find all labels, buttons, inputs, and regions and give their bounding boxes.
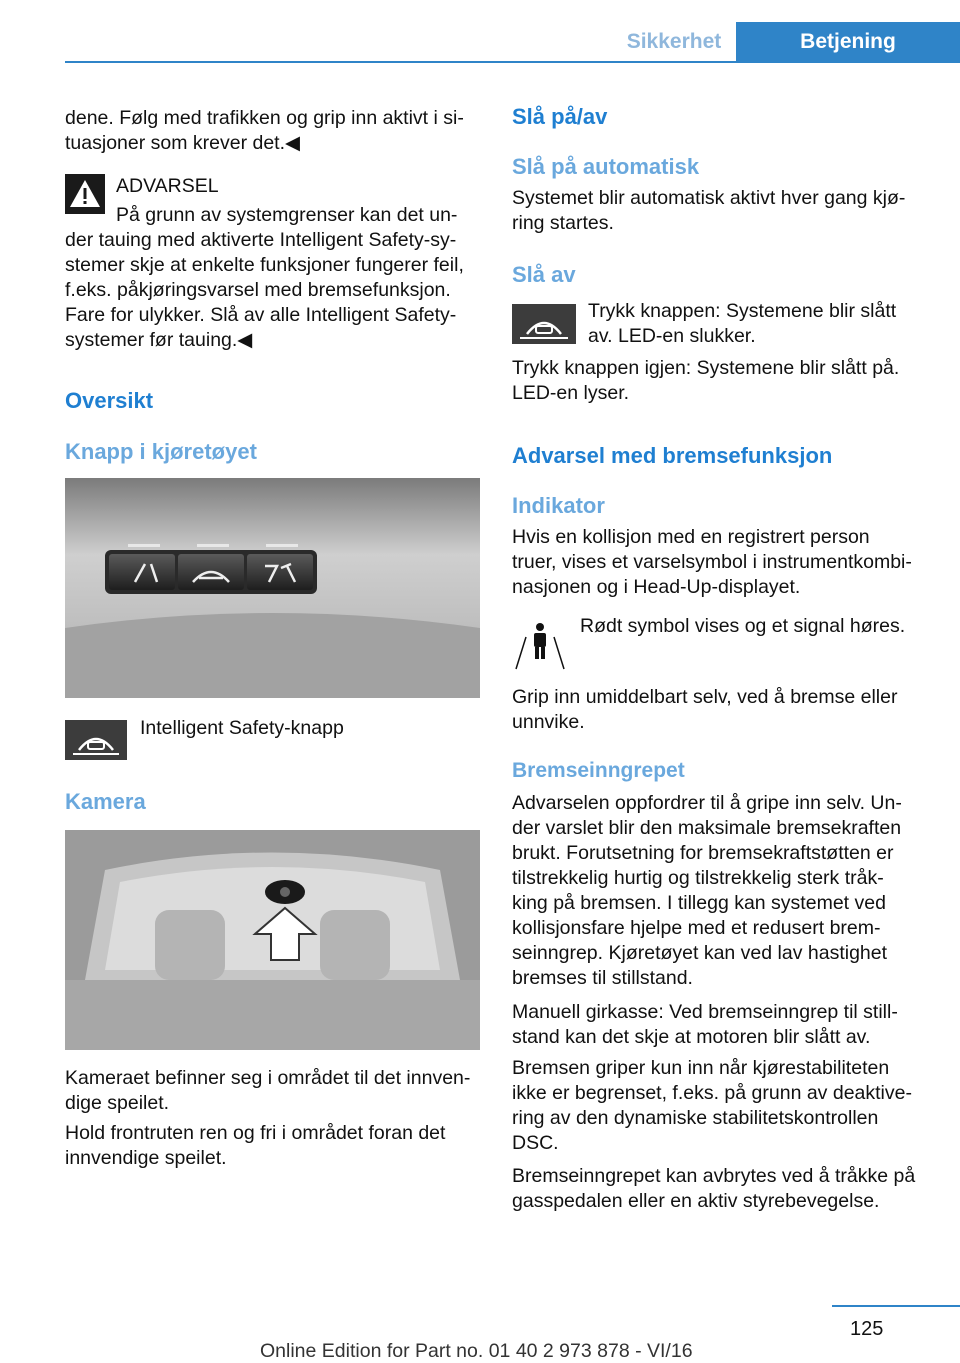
heading-sla-av: Slå av: [512, 262, 576, 287]
footer-rule: [832, 1305, 960, 1307]
warning-body-first: På grunn av systemgrenser kan det un‐: [116, 204, 458, 226]
intelligent-safety-caption: Intelligent Safety-knapp: [140, 717, 344, 739]
kamera-text-2: Hold frontruten ren og fri i området foran det innvendige speilet.: [65, 1122, 446, 1169]
heading-bremseinngrepet: Bremseinngrepet: [512, 759, 685, 782]
sla-av-icon-text: Trykk knappen: Systemene blir slått av. LED-en slukker.: [588, 300, 897, 347]
edition-text: Online Edition for Part no. 01 40 2 973 878 - VI/16: [260, 1340, 693, 1362]
heading-sla-pa-automatisk: Slå på automatisk: [512, 154, 700, 179]
intelligent-safety-icon: [65, 720, 127, 760]
bremse-text-1: Advarselen oppfordrer til å gripe inn selv. Un‐ der varslet blir den maksimale bremsekraften brukt. Forutsetning for bremsekraftstøtten er tilstrekkelig hurtig og tilstrekkelig sterk tråk‐ king på bremsen. I tillegg kan systemet ved kollisjonsfare hjelpe med et redusert brem‐ seinngrep. Kjøretøyet kan ved lav hastighet bremses til stillstand.: [512, 792, 902, 989]
tab-sikkerhet[interactable]: Sikkerhet: [626, 30, 722, 53]
heading-oversikt: Oversikt: [65, 388, 154, 413]
grip-text: Grip inn umiddelbart selv, ved å bremse eller unnvike.: [512, 686, 898, 733]
heading-advarsel: Advarsel med bremsefunksjon: [512, 443, 833, 468]
bremse-text-2: Manuell girkasse: Ved bremseinngrep til still‐ stand kan det skje at motoren blir slått av.: [512, 1001, 898, 1048]
warning-icon: [65, 174, 105, 214]
vehicle-button-photo: [65, 478, 480, 698]
camera-photo: [65, 830, 480, 1050]
indikator-text: Hvis en kollisjon med en registrert person truer, vises et varselsymbol i instrumentkombi‐ nasjonen og i Head-Up-displayet.: [512, 526, 912, 598]
page-number: 125: [850, 1318, 884, 1340]
warning-title: ADVARSEL: [116, 175, 219, 197]
tab-betjening[interactable]: Betjening: [736, 22, 960, 62]
heading-kamera: Kamera: [65, 789, 146, 814]
pedestrian-warning-icon: [512, 615, 568, 671]
warning-body: der tauing med aktiverte Intelligent Safety-sy‐ stemer skje at enkelte funksjoner fungerer feil, f.eks. påkjøringsvarsel med bremsefunksjon. Fare for ulykker. Slå av alle Intelligent Safety- systemer før tauing.◀: [65, 229, 464, 351]
safety-button-icon: [512, 304, 576, 344]
automatisk-text: Systemet blir automatisk aktivt hver gang kjø‐ ring startes.: [512, 187, 906, 234]
kamera-text-1: Kameraet befinner seg i området til det innven‐ dige speilet.: [65, 1067, 471, 1114]
sla-av-text: Trykk knappen igjen: Systemene blir slått på. LED-en lyser.: [512, 357, 900, 404]
heading-knapp: Knapp i kjøretøyet: [65, 439, 257, 464]
header-rule: [65, 61, 960, 63]
heading-sla-pa-av: Slå på/av: [512, 104, 608, 129]
intro-text: dene. Følg med trafikken og grip inn aktivt i si‐ tuasjoner som krever det.◀: [65, 107, 464, 154]
heading-indikator: Indikator: [512, 493, 605, 518]
bremse-text-3: Bremsen griper kun inn når kjørestabiliteten ikke er begrenset, f.eks. på grunn av deaktive‐ ring av den dynamiske stabilitetskontrollen DSC.: [512, 1057, 912, 1154]
bremse-text-4: Bremseinngrepet kan avbrytes ved å tråkke på gasspedalen eller en aktiv styrebevegelse.: [512, 1165, 916, 1212]
symbol-text: Rødt symbol vises og et signal høres.: [580, 615, 906, 637]
